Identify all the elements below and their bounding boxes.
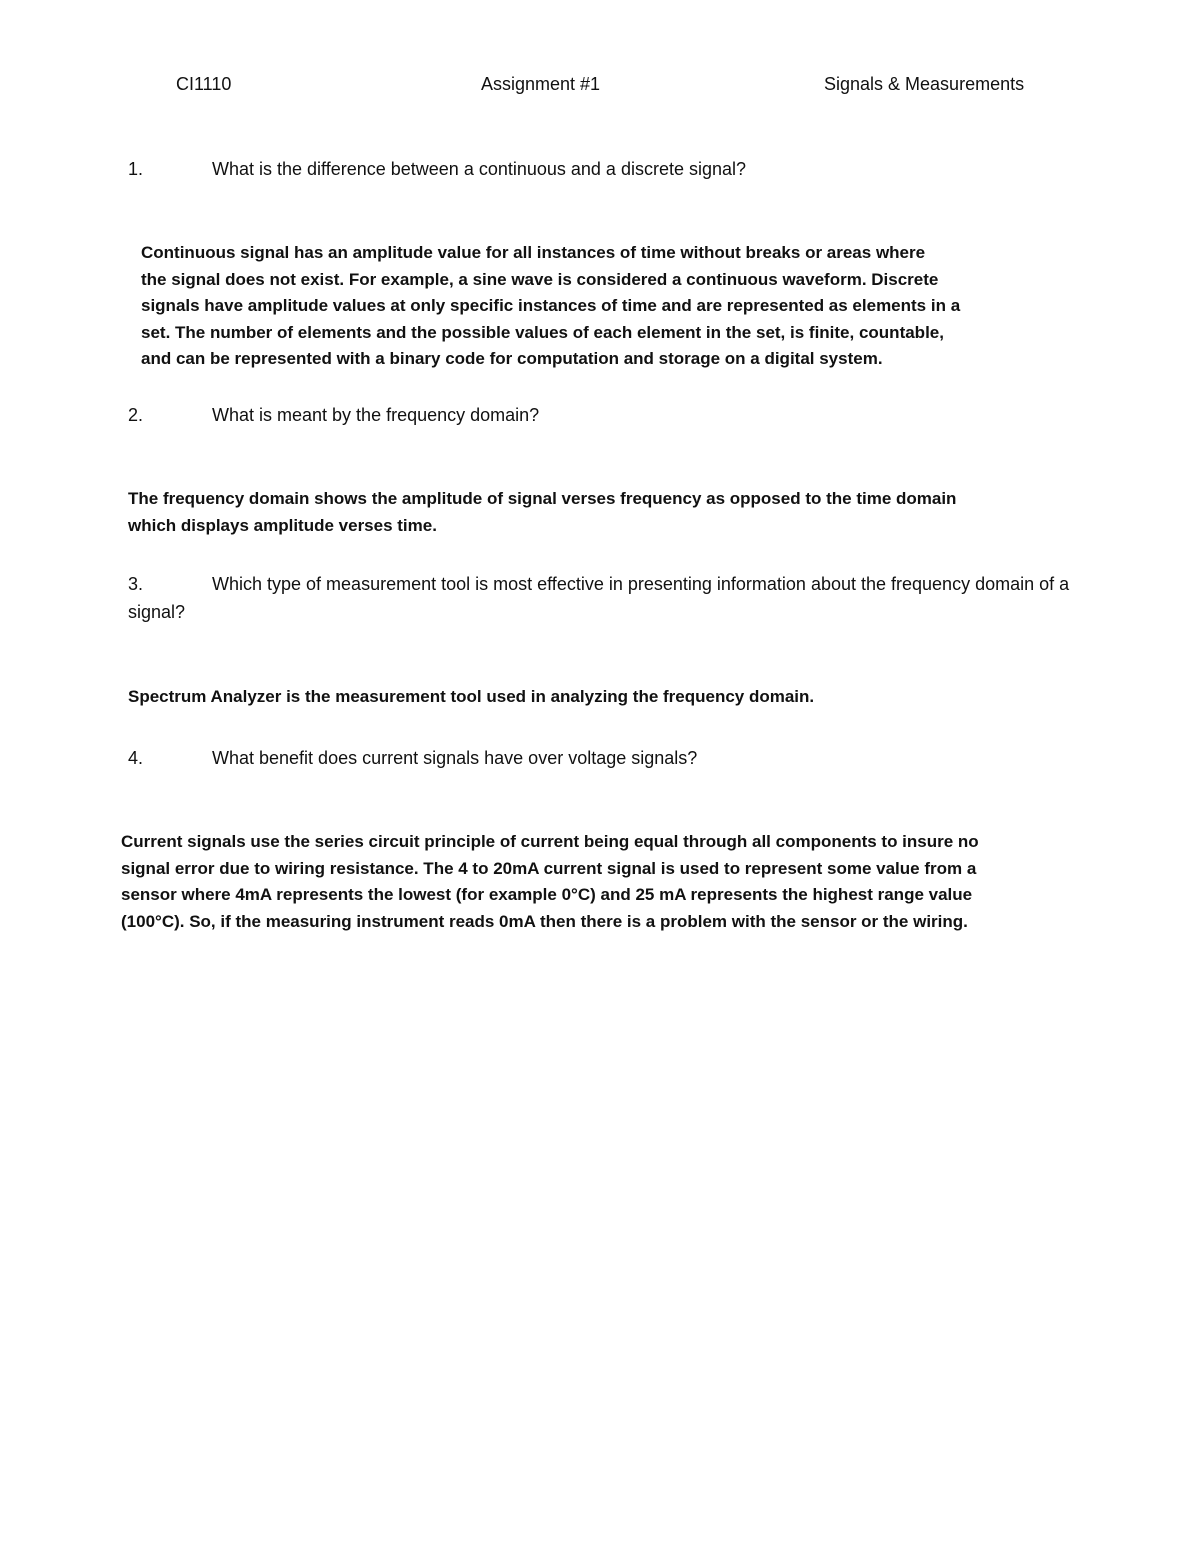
answer-3: Spectrum Analyzer is the measurement tool used in analyzing the frequency domain. [128, 687, 815, 706]
question-text: Which type of measurement tool is most effective in presenting information about the frequency domain of a signal? [128, 574, 1070, 622]
answer-2: The frequency domain shows the amplitude of signal verses frequency as opposed to the time domain which displays amplitude verses time. [128, 489, 957, 535]
answer-4: Current signals use the series circuit principle of current being equal through all components to insure no signal error due to wiring resistance. The 4 to 20mA current signal is used to represent some value from a sensor where 4mA represents the lowest (for example 0°C) and 25 mA represents the highest range value (100°C). So, if the measuring instrument reads 0mA then there is a problem with the sensor or the wiring. [121, 832, 979, 931]
header-course-code: CI1110 [176, 74, 232, 94]
question-2 [128, 401, 1078, 429]
question-number: 1. [128, 159, 144, 179]
question-3 [128, 570, 1078, 626]
question-text: What is meant by the frequency domain? [212, 405, 540, 425]
question-text: What benefit does current signals have over voltage signals? [212, 748, 698, 768]
question-text: What is the difference between a continuous and a discrete signal? [212, 159, 747, 179]
question-number: 2. [128, 405, 144, 425]
question-4 [128, 744, 1078, 772]
header-subject: Signals & Measurements [824, 74, 1025, 94]
header-assignment-title: Assignment #1 [481, 74, 601, 94]
question-1 [128, 155, 1078, 183]
question-number: 4. [128, 748, 144, 768]
answer-1: Continuous signal has an amplitude value for all instances of time without breaks or areas where the signal does not exist. For example, a sine wave is considered a continuous waveform. Discrete signals have amplitude values at only specific instances of time and are represented as elements in a set. The number of elements and the possible values of each element in the set, is finite, countable, and can be represented with a binary code for computation and storage on a digital system. [141, 243, 961, 368]
question-number: 3. [128, 574, 144, 594]
page-header [0, 74, 1200, 98]
